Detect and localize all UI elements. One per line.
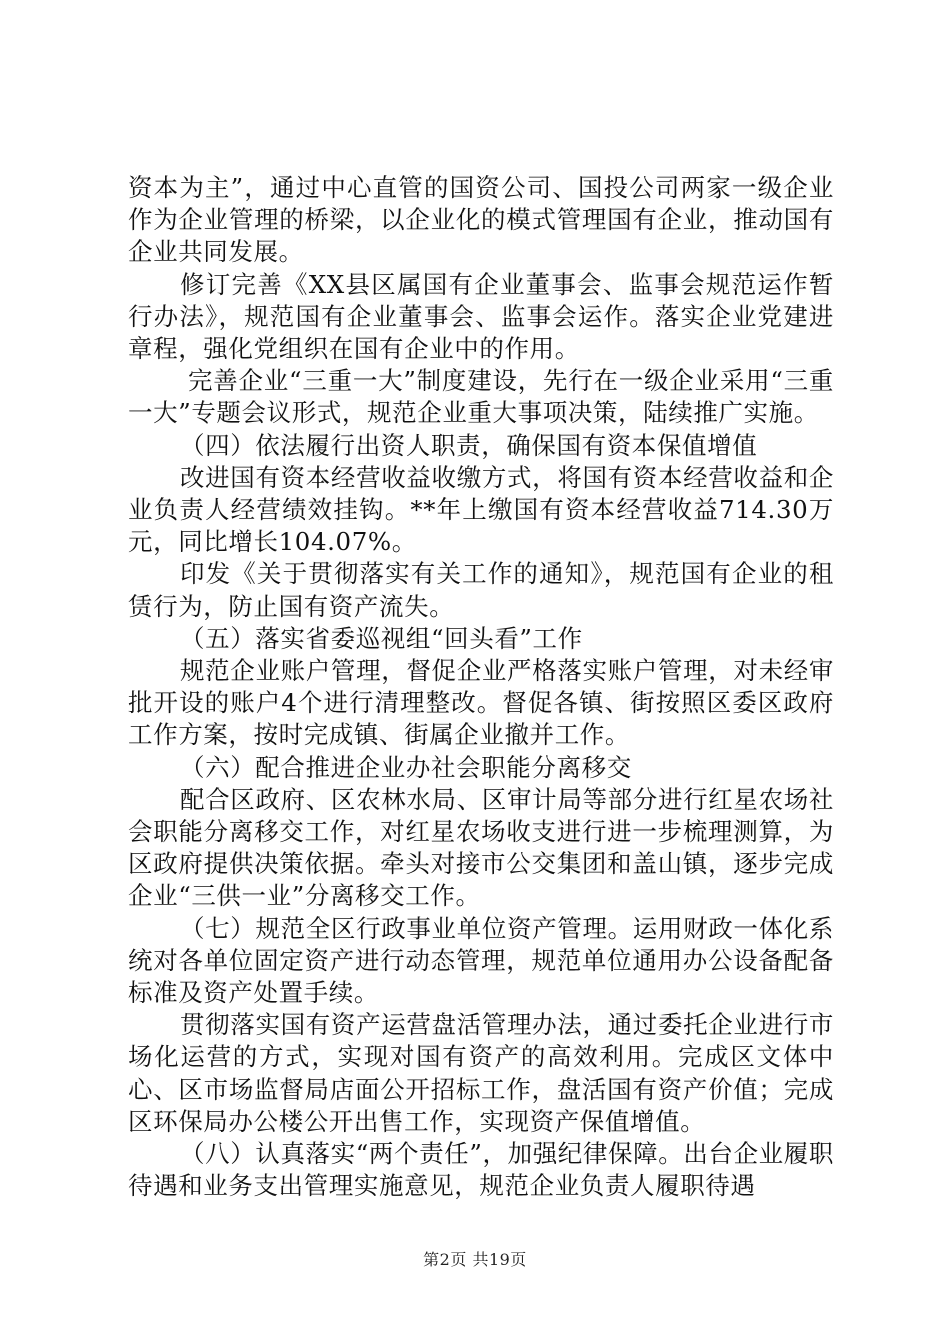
- document-body: [128, 172, 834, 1203]
- paragraph: 配合区政府、区农林水局、区审计局等部分进行红星农场社会职能分离移交工作，对红星农场收支进行进一步梳理测算，为区政府提供决策依据。牵头对接市公交集团和盖山镇，逐步完成企业“三供一业”分离移交工作。: [128, 784, 834, 911]
- section-heading: （五）落实省委巡视组“回头看”工作: [180, 623, 583, 653]
- paragraph: （八）认真落实“两个责任”，加强纪律保障。出台企业履职待遇和业务支出管理实施意见，规范企业负责人履职待遇: [128, 1139, 834, 1201]
- section-heading: （六）配合推进企业办社会职能分离移交: [180, 752, 632, 782]
- paragraph-continuation: 资本为主”，通过中心直管的国资公司、国投公司两家一级企业作为企业管理的桥梁，以企业化的模式管理国有企业，推动国有企业共同发展。: [128, 173, 834, 267]
- paragraph: 完善企业“三重一大”制度建设，先行在一级企业采用“三重一大”专题会议形式，规范企业重大事项决策，陆续推广实施。: [128, 366, 834, 428]
- page-number-footer: 第2页 共19页: [423, 1250, 527, 1269]
- paragraph: 规范企业账户管理，督促企业严格落实账户管理，对未经审批开设的账户4个进行清理整改。督促各镇、街按照区委区政府工作方案，按时完成镇、街属企业撤并工作。: [128, 656, 834, 750]
- paragraph: 印发《关于贯彻落实有关工作的通知》，规范国有企业的租赁行为，防止国有资产流失。: [128, 559, 834, 621]
- paragraph: （七）规范全区行政事业单位资产管理。运用财政一体化系统对各单位固定资产进行动态管理，规范单位通用办公设备配备标准及资产处置手续。: [128, 913, 834, 1008]
- paragraph: 改进国有资本经营收益收缴方式，将国有资本经营收益和企业负责人经营绩效挂钩。**年上缴国有资本经营收益714.30万元，同比增长104.07%。: [128, 462, 834, 557]
- paragraph: 修订完善《XX县区属国有企业董事会、监事会规范运作暂行办法》，规范国有企业董事会、监事会运作。落实企业党建进章程，强化党组织在国有企业中的作用。: [128, 269, 834, 364]
- paragraph: 贯彻落实国有资产运营盘活管理办法，通过委托企业进行市场化运营的方式，实现对国有资产的高效利用。完成区文体中心、区市场监督局店面公开招标工作，盘活国有资产价值；完成区环保局办公楼公开出售工作，实现资产保值增值。: [128, 1010, 834, 1136]
- section-heading: （四）依法履行出资人职责，确保国有资本保值增值: [180, 430, 758, 460]
